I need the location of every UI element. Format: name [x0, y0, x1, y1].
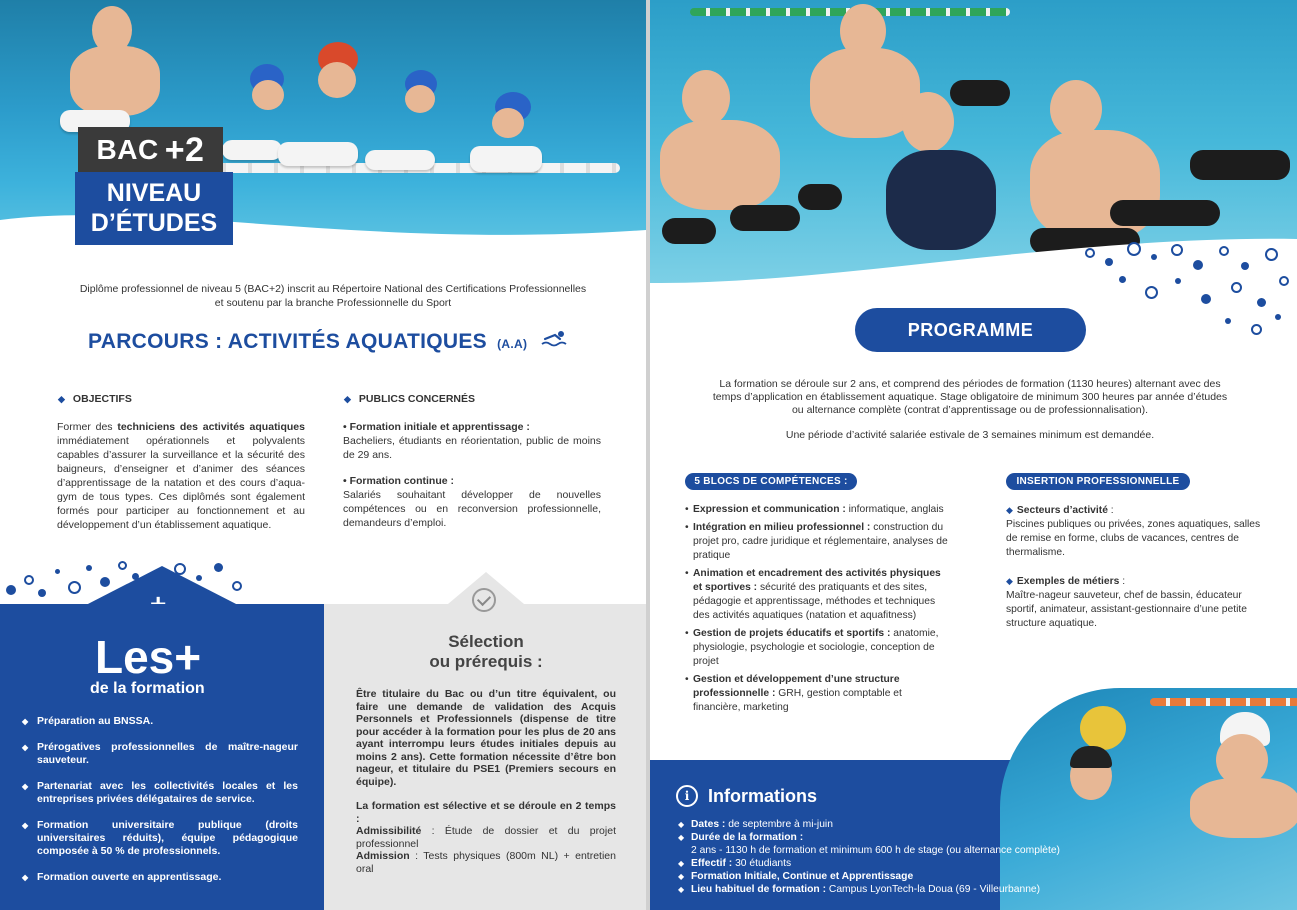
- kickboard: [222, 140, 282, 160]
- list-item: ◆ Formation universitaire publique (droits universitaires réduits), équipe pédagogique composée à 50 % de professionnels.: [22, 819, 298, 858]
- admission-label: Admission: [356, 850, 410, 862]
- woman-body: [660, 120, 780, 210]
- lane-rope: [1150, 698, 1297, 706]
- diamond-bullet-icon: ◆: [1006, 576, 1013, 586]
- child-face: [318, 62, 356, 98]
- woman-head: [682, 70, 730, 126]
- list-item: [678, 857, 1098, 870]
- modes-text: Formation Initiale, Continue et Apprentissage: [691, 871, 914, 882]
- instructor-body: [70, 46, 160, 116]
- diplome-line-2: et soutenu par la branche Professionnelle du Sport: [214, 297, 452, 309]
- info-icon: i: [676, 785, 698, 807]
- woman-head: [902, 92, 954, 152]
- effectif-value: 30 étudiants: [732, 858, 792, 869]
- informations-title: [676, 785, 817, 807]
- les-plus-subtitle: de la formation: [90, 680, 205, 697]
- bloc-title: Expression et communication :: [693, 504, 846, 515]
- publics-item2-text: Salariés souhaitant développer de nouvelles compétences ou en reconversion professionnelle, demandeurs d’emploi.: [343, 489, 601, 529]
- blocs-competences-list: [685, 503, 950, 719]
- metiers-block: ◆ Exemples de métiers : Maître-nageur sauveteur, chef de bassin, éducateur sportif, animateur, assistant-gestionnaire d’une petite structure aquatique.: [1006, 576, 1247, 629]
- bloc-title: Animation et encadrement des activités physiques et sportives :: [693, 568, 941, 593]
- dumbbell: [1190, 150, 1290, 180]
- bloc-text: construction du projet pro, cadre juridique et réglementaire, analyses de pratique: [693, 522, 948, 561]
- child-face: [492, 108, 524, 138]
- secteurs-text: Piscines publiques ou privées, zones aquatiques, salles de remise en forme, clubs de vacances, centres de thermalisme.: [1006, 519, 1261, 558]
- admissibilite-text: : Étude de dossier et du projet professionnel: [356, 825, 616, 850]
- publics-item1-text: Bacheliers, étudiants en réorientation, public de moins de 29 ans.: [343, 435, 601, 461]
- selection-admission: [356, 850, 616, 875]
- selection-text: [356, 688, 616, 875]
- metiers-text: Maître-nageur sauveteur, chef de bassin, éducateur sportif, animateur, assistant-gestionnaire d’une petite structure aquatique.: [1006, 590, 1247, 629]
- bloc-title: Gestion de projets éducatifs et sportifs :: [693, 628, 891, 639]
- diplome-line-1: Diplôme professionnel de niveau 5 (BAC+2) inscrit au Répertoire National des Certifications Professionnelles: [79, 283, 587, 295]
- programme-intro: [710, 378, 1230, 454]
- list-item: [685, 503, 950, 517]
- water-polo-ball: [1080, 706, 1126, 750]
- secteurs-block: ◆ Secteurs d’activité : Piscines publiques ou privées, zones aquatiques, salles de remise en forme, clubs de vacances, centres de thermalisme.: [1006, 505, 1261, 558]
- objectifs-text: [57, 420, 305, 532]
- child-face: [405, 85, 435, 113]
- kickboard: [470, 146, 542, 172]
- dates-value: de septembre à mi-juin: [725, 819, 833, 830]
- list-item: [685, 673, 950, 715]
- publics-item-initiale: [343, 420, 601, 462]
- adult-body: [1190, 778, 1297, 838]
- selection-title-line2: ou prérequis :: [429, 652, 543, 671]
- child-face: [252, 80, 284, 110]
- dates-label: Dates :: [691, 819, 726, 830]
- diamond-bullet-icon: ◆: [344, 394, 351, 404]
- lieu-value: Campus LyonTech-la Doua (69 - Villeurbanne): [826, 884, 1041, 895]
- left-page: [0, 0, 646, 910]
- bloc-text: informatique, anglais: [845, 504, 944, 515]
- informations-title-text: Informations: [708, 785, 818, 806]
- effectif-label: Effectif :: [691, 858, 733, 869]
- list-item: [685, 567, 950, 623]
- les-plus-list: [22, 715, 298, 897]
- programme-intro-para1: La formation se déroule sur 2 ans, et comprend des périodes de formation (1130 heures) alternant avec des temps d’application en établissement aquatique. Stage obligatoire de minimum 300 heures par année d’études ou alternance complète (contrat d’apprentissage ou de professionnalisation).: [712, 378, 1228, 416]
- list-item: [678, 831, 1098, 844]
- les-plus-title: Les+: [95, 631, 202, 683]
- selection-admissibilite: [356, 825, 616, 850]
- bloc-text: anatomie, physiologie, psychologie et sociologie, conception de projet: [693, 628, 939, 667]
- selection-para1: Être titulaire du Bac ou d’un titre équivalent, ou faire une demande de validation des Acquis Personnels et Professionnels (dispense de titre pour accéder à la formation pour les plus de 20 ans ayant interrompu leurs études initiales depuis au moins 2 ans). Cette formation nécessite d’être bon nageur, et titulaire du PSE1 (Premiers secours en équipe).: [356, 688, 616, 788]
- bac-label: BAC: [96, 134, 159, 165]
- bloc-title: Gestion et développement d’une structure professionnelle :: [693, 674, 900, 699]
- objectifs-text-a: Former des: [57, 421, 118, 433]
- list-item: [685, 521, 950, 563]
- objectifs-text-bold: techniciens des activités aquatiques: [117, 421, 305, 433]
- parcours-title-text: PARCOURS : ACTIVITÉS AQUATIQUES: [88, 330, 487, 353]
- programme-intro-para2: Une période d’activité salariée estivale de 3 semaines minimum est demandée.: [785, 429, 1155, 441]
- insertion-text: [1006, 503, 1264, 645]
- publics-heading: [344, 393, 475, 405]
- objectifs-heading: [58, 393, 132, 405]
- admissibilite-label: Admissibilité: [356, 825, 422, 837]
- publics-item1-title: • Formation initiale et apprentissage :: [343, 421, 530, 433]
- lieu-label: Lieu habituel de formation :: [691, 884, 827, 895]
- niveau-etudes-badge: [75, 172, 233, 245]
- selection-title-line1: Sélection: [448, 632, 524, 651]
- programme-label: PROGRAMME: [855, 308, 1086, 352]
- diamond-bullet-icon: ◆: [58, 394, 65, 404]
- kickboard: [278, 142, 358, 166]
- diplome-description: [40, 282, 626, 310]
- list-item: [678, 883, 1098, 896]
- blocs-competences-label: 5 BLOCS DE COMPÉTENCES :: [685, 473, 857, 490]
- list-item: [678, 870, 1098, 883]
- admission-text: : Tests physiques (800m NL) + entretien oral: [356, 850, 616, 875]
- dumbbell: [950, 80, 1010, 106]
- list-item: 2 ans - 1130 h de formation et minimum 600 h de stage (ou alternance complète): [691, 845, 1060, 856]
- dumbbell: [1110, 200, 1220, 226]
- list-item: ◆ Partenariat avec les collectivités locales et les entreprises privées délégataires de service.: [22, 780, 298, 806]
- bloc-text: GRH, gestion comptable et financière, marketing: [693, 688, 902, 713]
- dumbbell: [798, 184, 842, 210]
- metiers-title: Exemples de métiers: [1016, 576, 1120, 587]
- duree-label: Durée de la formation :: [691, 832, 804, 843]
- parcours-title: [88, 330, 569, 354]
- list-item: [685, 627, 950, 669]
- bac-level-badge: [78, 127, 223, 173]
- list-item: [678, 818, 1098, 831]
- decorative-dots: [1075, 238, 1297, 338]
- selection-title: [344, 632, 628, 672]
- diamond-bullet-icon: ◆: [1006, 505, 1013, 515]
- bloc-text: sécurité des pratiquants et des sites, pédagogie et apprentissage, méthodes et techniques des activités aquatiques (natation et aquafitness): [693, 582, 936, 621]
- publics-item-continue: [343, 474, 601, 530]
- bloc-title: Intégration en milieu professionnel :: [693, 522, 871, 533]
- insertion-label: INSERTION PROFESSIONNELLE: [1006, 473, 1190, 490]
- objectifs-text-c: immédiatement opérationnels et polyvalents capables d’assurer la surveillance et la sécurité des baigneurs, d’enseigner et d’animer des séances d’apprentissage de la natation et des cours d’aqua-gym de tous types. Ces diplômés sont également formés pour participer au fonctionnement et au développement d’un établissement aquatique.: [57, 435, 305, 531]
- kickboard: [365, 150, 435, 170]
- publics-heading-text: PUBLICS CONCERNÉS: [358, 393, 476, 405]
- etudes-label: D’ÉTUDES: [90, 209, 218, 237]
- list-item: ◆ Formation ouverte en apprentissage.: [22, 871, 298, 884]
- selection-para2: La formation est sélective et se déroule en 2 temps :: [356, 800, 616, 825]
- list-item: ◆ Prérogatives professionnelles de maître-nageur sauveteur.: [22, 741, 298, 767]
- publics-text: [343, 420, 601, 542]
- secteurs-title: Secteurs d’activité: [1016, 505, 1108, 516]
- informations-list: [678, 818, 1098, 896]
- list-item: ◆ Préparation au BNSSA.: [22, 715, 298, 728]
- bac-plus-two: +2: [164, 130, 205, 169]
- publics-item2-title: • Formation continue :: [343, 475, 455, 487]
- niveau-label: NIVEAU: [106, 179, 202, 207]
- objectifs-heading-text: OBJECTIFS: [72, 393, 132, 405]
- swimmer-icon: [541, 330, 569, 354]
- parcours-suffix: (A.A): [497, 337, 528, 351]
- check-circle-icon: [472, 588, 496, 612]
